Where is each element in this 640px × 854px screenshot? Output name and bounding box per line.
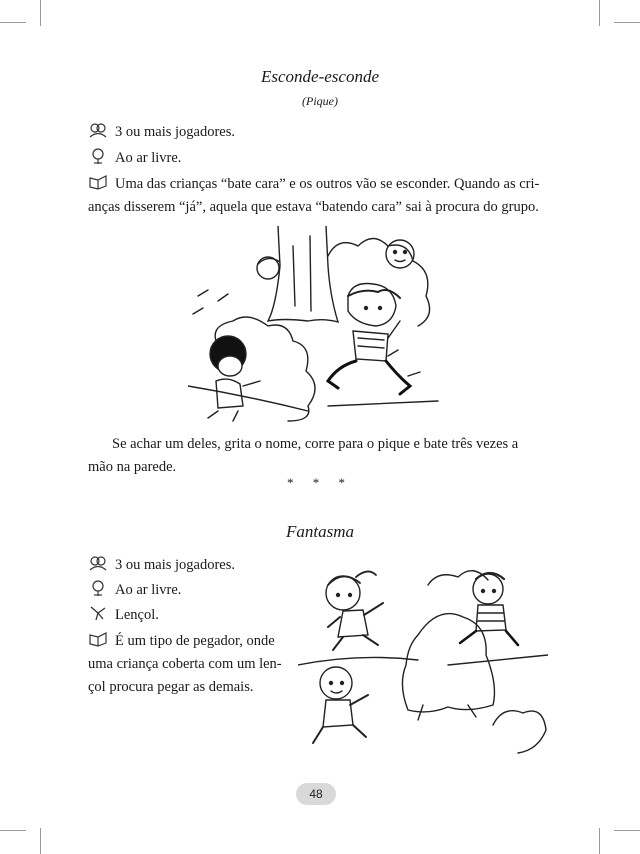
description-line: anças disserem “já”, aquela que estava “batendo cara” sai à procura do grupo. (88, 199, 539, 215)
description-line: Uma das crianças “bate cara” e os outros vão se esconder. Quando as cri- (115, 176, 540, 192)
location-row (88, 147, 181, 170)
section-separator: * * * (287, 475, 353, 490)
crop-mark (0, 830, 26, 831)
section-title: Fantasma (286, 522, 354, 541)
players-icon (88, 122, 108, 138)
location-text: Ao ar livre. (115, 150, 182, 166)
description-line: É um tipo de pegador, onde (115, 633, 275, 649)
players-text: 3 ou mais jogadores. (115, 124, 236, 140)
ghost-game-illustration (298, 555, 548, 765)
material-text: Lençol. (115, 607, 159, 623)
players-icon (88, 555, 108, 571)
rule-line: Se achar um deles, grita o nome, corre para o pique e bate três vezes a (112, 436, 519, 452)
rule-line: mão na parede. (88, 459, 177, 475)
players-row (88, 121, 235, 144)
crop-mark (614, 830, 640, 831)
material-row (88, 604, 159, 627)
book-icon (88, 174, 108, 190)
crop-mark (614, 22, 640, 23)
description-row (88, 630, 275, 653)
crop-mark (599, 0, 600, 26)
section-subtitle: (Pique) (302, 94, 338, 108)
outdoor-icon (88, 148, 108, 164)
location-row (88, 579, 181, 602)
hide-and-seek-illustration (188, 226, 444, 426)
players-row (88, 554, 235, 577)
description-row (88, 173, 539, 196)
outdoor-icon (88, 580, 108, 596)
crop-mark (40, 0, 41, 26)
location-text: Ao ar livre. (115, 582, 182, 598)
crop-mark (0, 22, 26, 23)
material-icon (88, 605, 108, 621)
section-title: Esconde-esconde (260, 67, 379, 86)
description-line: uma criança coberta com um len- (88, 656, 282, 672)
page-number: 48 (296, 783, 336, 805)
players-text: 3 ou mais jogadores. (115, 557, 236, 573)
crop-mark (599, 828, 600, 854)
crop-mark (40, 828, 41, 854)
description-line: çol procura pegar as demais. (88, 679, 254, 695)
book-icon (88, 631, 108, 647)
